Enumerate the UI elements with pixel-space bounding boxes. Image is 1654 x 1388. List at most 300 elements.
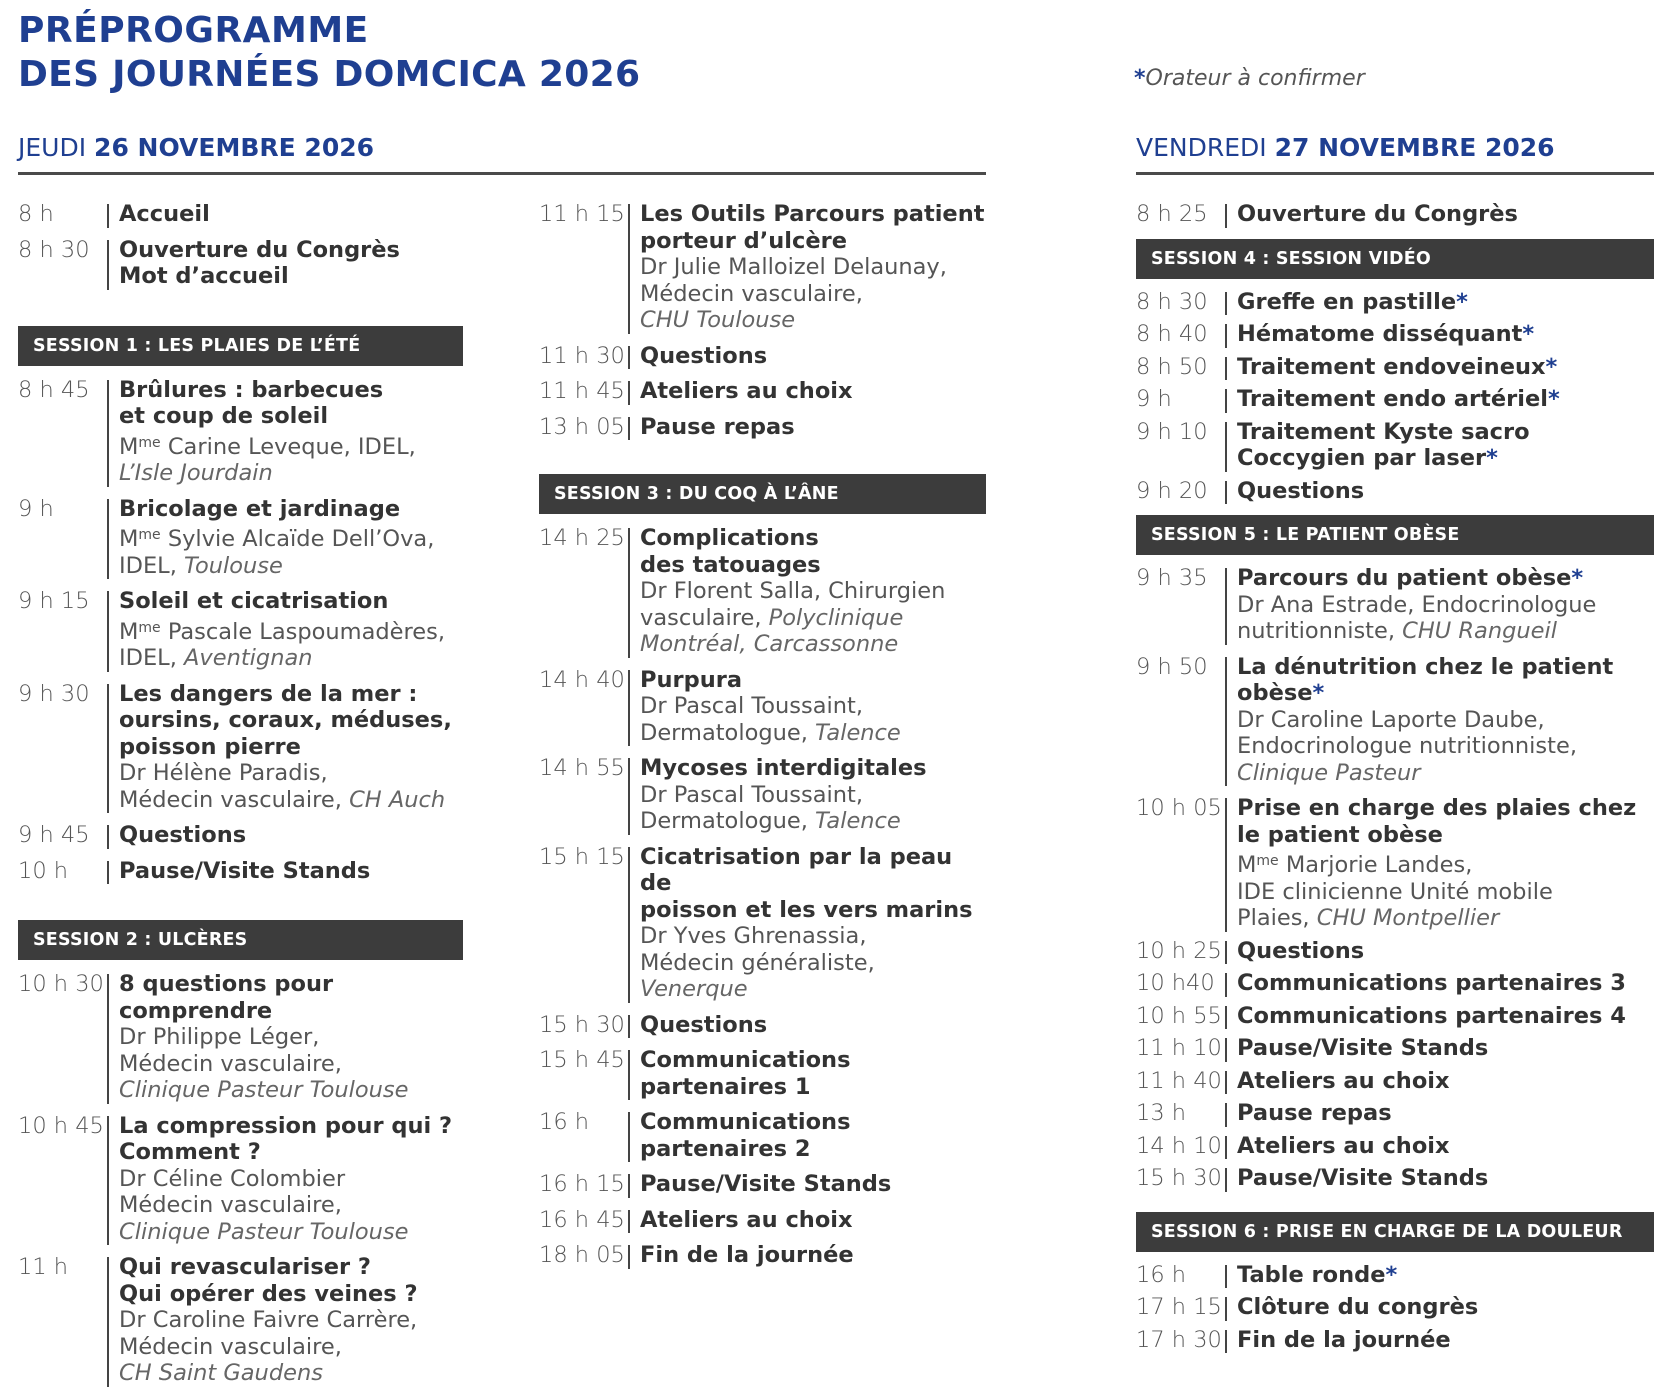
talk-title: Ateliers au choix	[640, 378, 853, 404]
entry	[628, 201, 986, 334]
role: IDEL,	[119, 552, 185, 579]
time: 15 h 45	[539, 1047, 625, 1073]
speaker-role	[119, 787, 463, 814]
time: 11 h 10	[1136, 1035, 1222, 1061]
schedule-row	[1136, 565, 1654, 645]
speaker-role: Médecin vasculaire,	[119, 1050, 342, 1077]
schedule-row	[1136, 478, 1654, 505]
time: 11 h 15	[539, 201, 625, 227]
talk-title: Complications	[640, 525, 819, 551]
talk-title: Pause/Visite Stands	[640, 1171, 892, 1197]
talk-title: Pause/Visite Stands	[1237, 1165, 1489, 1191]
time: 11 h	[18, 1254, 69, 1280]
day1-column-1	[18, 198, 463, 1387]
talk-title: poisson et les vers marins	[640, 896, 973, 923]
talk-title: Questions	[640, 342, 768, 369]
entry	[1225, 1067, 1654, 1095]
schedule-row	[539, 844, 986, 1003]
talk-title: partenaires 1	[640, 1073, 811, 1100]
time: 10 h 45	[18, 1112, 104, 1139]
talk-title: La compression pour qui ?	[119, 1112, 453, 1139]
time: 14 h 25	[539, 525, 625, 551]
place: Polyclinique	[768, 604, 904, 631]
schedule-row	[539, 1047, 986, 1100]
speaker-title: M	[1237, 852, 1257, 878]
place: Talence	[815, 719, 901, 746]
schedule-row	[539, 1171, 986, 1198]
entry	[107, 495, 463, 580]
talk-title: Communications	[640, 1047, 851, 1073]
entry	[1225, 565, 1654, 645]
speaker	[119, 615, 463, 646]
role: IDEL,	[119, 645, 185, 671]
day2-date: 27 NOVEMBRE 2026	[1274, 133, 1555, 162]
talk-title	[1237, 321, 1654, 348]
talk-title: 8 questions pour	[119, 971, 334, 997]
time: 11 h 45	[539, 378, 625, 404]
time: 9 h 10	[1136, 418, 1208, 445]
day2-column	[1136, 198, 1654, 1353]
day2-label: VENDREDI	[1136, 133, 1267, 162]
talk-title: Communications	[640, 1109, 851, 1135]
talk-title: Prise en charge des plaies chez	[1237, 795, 1637, 821]
time: 13 h	[1136, 1100, 1187, 1126]
place: Aventignan	[184, 645, 313, 671]
talk-title-text: Table ronde	[1237, 1261, 1386, 1288]
talk-title: Ouverture du Congrès	[119, 236, 400, 263]
talk-title: Ouverture du Congrès	[1237, 201, 1518, 227]
schedule-row	[1136, 419, 1654, 472]
talk-title: Communications partenaires 3	[1237, 970, 1626, 996]
time: 9 h 45	[18, 822, 90, 848]
session-band: SESSION 3 : DU COQ À L’ÂNE	[539, 474, 986, 514]
talk-title: des tatouages	[640, 551, 821, 578]
entry	[628, 1109, 986, 1162]
talk-title: Les Outils Parcours patient	[640, 201, 985, 227]
speaker-title-sup: me	[1256, 853, 1279, 869]
talk-title	[1237, 445, 1654, 472]
time: 9 h	[18, 495, 54, 522]
entry	[1225, 1261, 1654, 1289]
entry	[628, 525, 986, 658]
role: vasculaire,	[640, 604, 769, 631]
talk-title	[1237, 289, 1654, 316]
schedule-row	[1136, 938, 1654, 965]
schedule-row	[1136, 289, 1654, 316]
place: Venerque	[640, 976, 748, 1002]
schedule-row	[539, 1109, 986, 1162]
talk-title: Comment ?	[119, 1139, 261, 1165]
session-band: SESSION 2 : ULCÈRES	[18, 920, 463, 960]
note-star: *	[1134, 66, 1146, 91]
talk-title: Accueil	[119, 201, 210, 227]
speaker-tbc-star: *	[1545, 353, 1558, 380]
talk-title: Pause/Visite Stands	[1237, 1035, 1489, 1061]
speaker-role	[1237, 618, 1654, 645]
talk-title: Fin de la journée	[1237, 1326, 1451, 1353]
entry	[628, 666, 986, 747]
role: Dermatologue,	[640, 719, 816, 746]
schedule-row	[1136, 1035, 1654, 1062]
talk-title: le patient obèse	[1237, 821, 1443, 848]
place: Talence	[815, 808, 901, 834]
place: CHU Toulouse	[640, 307, 796, 333]
place: CHU Montpellier	[1316, 905, 1500, 931]
speaker-title: M	[119, 618, 139, 645]
talk-title: Pause repas	[1237, 1100, 1392, 1126]
time: 10 h	[18, 857, 69, 884]
entry	[1225, 1294, 1654, 1321]
role: Plaies,	[1237, 905, 1317, 931]
talk-title: Cicatrisation par la peau de	[640, 843, 953, 896]
speaker-role: Médecin vasculaire,	[119, 1192, 342, 1218]
schedule-row	[539, 525, 986, 658]
time: 17 h 15	[1136, 1294, 1222, 1320]
speaker: Dr Philippe Léger,	[119, 1024, 320, 1050]
talk-title-text: Hématome disséquant	[1237, 321, 1523, 347]
talk-title: Ateliers au choix	[1237, 1132, 1450, 1159]
speaker: Dr Florent Salla, Chirurgien	[640, 578, 946, 604]
entry	[1225, 1326, 1654, 1354]
entry	[628, 413, 986, 441]
speaker-tbc-star: *	[1312, 680, 1325, 706]
schedule-row	[18, 1113, 463, 1246]
talk-title: Purpura	[640, 666, 743, 693]
speaker-title-sup: me	[138, 527, 161, 543]
time: 11 h 30	[539, 342, 625, 369]
schedule-row	[1136, 321, 1654, 348]
schedule-row	[1136, 354, 1654, 381]
speaker: Dr Caroline Laporte Daube,	[1237, 706, 1545, 733]
day1-heading	[18, 133, 374, 162]
speaker-role: Médecin vasculaire,	[640, 280, 863, 307]
entry	[628, 1171, 986, 1198]
schedule-row	[539, 201, 986, 334]
place: Montréal, Carcassonne	[640, 631, 899, 657]
day1-date: 26 NOVEMBRE 2026	[94, 133, 375, 162]
talk-title: poisson pierre	[119, 733, 301, 760]
entry	[107, 822, 463, 849]
schedule-row	[1136, 1294, 1654, 1321]
schedule-row	[539, 378, 986, 405]
speaker-tbc-star: *	[1522, 321, 1535, 347]
speaker-role: Médecin généraliste,	[640, 949, 875, 976]
time: 9 h 20	[1136, 477, 1208, 504]
talk-title: partenaires 2	[640, 1135, 811, 1162]
speaker-role: IDE clinicienne Unité mobile	[1237, 878, 1553, 905]
talk-title	[1237, 680, 1654, 707]
talk-title: Ateliers au choix	[1237, 1067, 1450, 1094]
talk-title: Fin de la journée	[640, 1242, 854, 1268]
talk-title: porteur d’ulcère	[640, 227, 847, 254]
schedule-row	[1136, 386, 1654, 413]
time: 8 h	[18, 201, 54, 227]
time: 16 h 15	[539, 1171, 625, 1197]
entry	[628, 342, 986, 370]
time: 10 h40	[1136, 970, 1215, 996]
place: Clinique Pasteur	[1237, 759, 1421, 786]
entry	[1225, 1165, 1654, 1192]
place: L’Isle Jourdain	[119, 460, 273, 486]
talk-title: Brûlures : barbecues	[119, 376, 384, 403]
time: 9 h 35	[1136, 565, 1208, 591]
talk-title: oursins, coraux, méduses,	[119, 707, 452, 733]
entry	[1225, 386, 1654, 413]
talk-title: Questions	[640, 1011, 768, 1038]
session-band: SESSION 1 : LES PLAIES DE L’ÉTÉ	[18, 326, 463, 366]
time: 15 h 30	[539, 1011, 625, 1038]
session-band: SESSION 4 : SESSION VIDÉO	[1136, 239, 1654, 279]
speaker-tbc-star: *	[1547, 386, 1560, 412]
talk-title: Questions	[119, 822, 247, 848]
speaker: Dr Hélène Paradis,	[119, 760, 328, 786]
speaker-tbc-star: *	[1571, 565, 1584, 591]
speaker: Dr Pascal Toussaint,	[640, 781, 864, 808]
schedule-row	[1136, 654, 1654, 787]
speaker-name: Sylvie Alcaïde Dell’Ova,	[160, 526, 435, 552]
entry	[1225, 418, 1654, 472]
talk-title: Pause repas	[640, 413, 795, 440]
talk-title: comprendre	[119, 997, 273, 1024]
schedule-row	[1136, 1100, 1654, 1127]
speaker-tbc-star: *	[1456, 288, 1468, 315]
entry	[107, 201, 463, 228]
entry	[1225, 795, 1654, 932]
talk-title	[1237, 354, 1654, 381]
entry	[628, 755, 986, 835]
entry	[628, 1011, 986, 1039]
day1-column-2	[539, 198, 986, 1269]
day1-label: JEUDI	[18, 133, 87, 162]
time: 8 h 40	[1136, 321, 1208, 347]
note-text: Orateur à confirmer	[1145, 66, 1365, 91]
time: 14 h 55	[539, 755, 625, 781]
speaker-title: M	[119, 526, 139, 552]
speaker-role: Médecin vasculaire,	[119, 1333, 342, 1360]
speaker-role	[119, 553, 463, 580]
schedule-row	[18, 377, 463, 487]
schedule-row	[18, 496, 463, 580]
talk-title-text: Greffe en pastille	[1237, 288, 1457, 315]
schedule-row	[1136, 1068, 1654, 1095]
schedule-row	[1136, 1327, 1654, 1354]
speaker-role: Endocrinologue nutritionniste,	[1237, 733, 1577, 759]
place: CHU Rangueil	[1402, 618, 1557, 644]
schedule-row	[1136, 1003, 1654, 1030]
time: 8 h 50	[1136, 353, 1208, 380]
talk-title	[1237, 386, 1654, 413]
time: 9 h 50	[1136, 653, 1208, 680]
talk-title: Mycoses interdigitales	[640, 755, 927, 781]
schedule-row	[18, 1254, 463, 1387]
place: CH Auch	[349, 786, 446, 813]
entry	[628, 378, 986, 405]
time: 11 h 40	[1136, 1067, 1222, 1094]
talk-title: Traitement Kyste sacro	[1237, 418, 1530, 445]
talk-title: Questions	[1237, 937, 1365, 964]
schedule-row	[1136, 1133, 1654, 1160]
entry	[107, 1112, 463, 1246]
speaker-role	[1237, 905, 1654, 932]
time: 8 h 45	[18, 376, 90, 403]
entry	[1225, 353, 1654, 381]
schedule-row	[18, 822, 463, 849]
talk-title: Ateliers au choix	[640, 1206, 853, 1233]
speaker	[119, 522, 463, 553]
time: 17 h 30	[1136, 1326, 1222, 1353]
time: 9 h 15	[18, 588, 90, 614]
speaker-name: Pascale Laspoumadères,	[160, 618, 445, 645]
schedule-row	[18, 201, 463, 228]
schedule-row	[1136, 201, 1654, 228]
time: 14 h 40	[539, 666, 625, 693]
speaker: Dr Caroline Faivre Carrère,	[119, 1307, 418, 1333]
entry	[628, 843, 986, 1003]
schedule-row	[539, 343, 986, 370]
time: 18 h 05	[539, 1242, 625, 1268]
schedule-row	[18, 237, 463, 290]
talk-title: Mot d’accueil	[119, 263, 289, 289]
entry	[107, 588, 463, 672]
speaker-role	[640, 808, 986, 835]
role: Dermatologue,	[640, 808, 816, 834]
entry	[1225, 937, 1654, 965]
role: Médecin vasculaire,	[119, 786, 350, 813]
place: CH Saint Gaudens	[119, 1360, 323, 1386]
time: 16 h	[539, 1109, 590, 1135]
entry	[1225, 201, 1654, 228]
time: 16 h	[1136, 1261, 1187, 1288]
time: 10 h 55	[1136, 1002, 1222, 1029]
entry	[107, 971, 463, 1104]
speaker: Dr Ana Estrade, Endocrinologue	[1237, 591, 1597, 618]
speaker-name: Marjorie Landes,	[1278, 852, 1473, 878]
talk-title: Communications partenaires 4	[1237, 1002, 1626, 1029]
talk-title-text: Coccygien par laser	[1237, 445, 1487, 471]
entry	[1225, 653, 1654, 787]
entry	[1225, 1100, 1654, 1127]
entry	[1225, 1002, 1654, 1030]
talk-title-text: Parcours du patient obèse	[1237, 565, 1572, 591]
talk-title-text: Traitement endoveineux	[1237, 353, 1546, 380]
day1-rule	[18, 172, 986, 175]
speaker-role	[119, 645, 463, 672]
page-title-line2: DES JOURNÉES DOMCICA 2026	[18, 54, 641, 95]
speaker-role	[640, 720, 986, 747]
speaker: Dr Pascal Toussaint,	[640, 693, 864, 719]
schedule-row	[539, 414, 986, 441]
role: nutritionniste,	[1237, 618, 1403, 644]
entry	[107, 680, 463, 814]
time: 8 h 30	[1136, 288, 1208, 315]
speaker-tbc-star: *	[1486, 445, 1498, 471]
talk-title: Clôture du congrès	[1237, 1294, 1479, 1320]
speaker: Dr Yves Ghrenassia,	[640, 923, 867, 949]
talk-title	[1237, 1262, 1654, 1289]
schedule-row	[18, 588, 463, 672]
entry	[1225, 1035, 1654, 1062]
entry	[107, 236, 463, 290]
place: Clinique Pasteur Toulouse	[119, 1218, 409, 1245]
entry	[628, 1047, 986, 1100]
entry	[1225, 970, 1654, 997]
speaker-title-sup: me	[138, 434, 161, 451]
entry	[107, 1254, 463, 1387]
schedule-row	[539, 1242, 986, 1269]
entry	[1225, 477, 1654, 505]
schedule-row	[18, 858, 463, 885]
speaker-role	[640, 605, 986, 632]
time: 9 h 30	[18, 680, 90, 707]
entry	[107, 376, 463, 487]
time: 13 h 05	[539, 413, 625, 440]
talk-title: Questions	[1237, 477, 1365, 504]
talk-title	[1237, 565, 1654, 592]
time: 9 h	[1136, 386, 1172, 412]
time: 10 h 25	[1136, 937, 1222, 964]
speaker: Dr Céline Colombier	[119, 1165, 346, 1192]
schedule-row	[1136, 1165, 1654, 1192]
talk-title: Les dangers de la mer :	[119, 680, 418, 707]
talk-title: Pause/Visite Stands	[119, 857, 371, 884]
time: 10 h 05	[1136, 795, 1222, 821]
talk-title-text: Traitement endo artériel	[1237, 386, 1548, 412]
time: 10 h 30	[18, 971, 104, 997]
entry	[1225, 288, 1654, 316]
place: Clinique Pasteur Toulouse	[119, 1077, 409, 1103]
schedule-row	[1136, 970, 1654, 997]
entry	[1225, 1132, 1654, 1160]
speaker	[119, 430, 463, 461]
talk-title: Soleil et cicatrisation	[119, 588, 389, 614]
speaker	[1237, 848, 1654, 879]
speaker-tbc-star: *	[1385, 1261, 1398, 1288]
talk-title-text: obèse	[1237, 680, 1313, 706]
talk-title: Qui opérer des veines ?	[119, 1280, 418, 1307]
page-title-line1: PRÉPROGRAMME	[18, 10, 369, 51]
talk-title: Qui revasculariser ?	[119, 1254, 371, 1280]
speaker-name: Carine Leveque, IDEL,	[160, 433, 416, 460]
schedule-row	[18, 681, 463, 814]
entry	[107, 857, 463, 885]
time: 15 h 15	[539, 843, 625, 870]
talk-title: et coup de soleil	[119, 403, 329, 429]
speaker-title: M	[119, 433, 139, 460]
speaker: Dr Julie Malloizel Delaunay,	[640, 254, 947, 280]
schedule-row	[1136, 1262, 1654, 1289]
place: Toulouse	[184, 552, 283, 579]
time: 14 h 10	[1136, 1132, 1222, 1159]
entry	[1225, 321, 1654, 348]
day2-heading	[1136, 133, 1555, 162]
entry	[628, 1206, 986, 1234]
speaker-note	[1134, 66, 1365, 91]
session-band: SESSION 6 : PRISE EN CHARGE DE LA DOULEUR	[1136, 1212, 1654, 1252]
schedule-row	[539, 1012, 986, 1039]
time: 16 h 45	[539, 1206, 625, 1233]
time: 8 h 25	[1136, 201, 1208, 227]
schedule-row	[539, 755, 986, 835]
day2-rule	[1136, 172, 1654, 175]
time: 8 h 30	[18, 236, 90, 263]
schedule-row	[18, 971, 463, 1104]
talk-title: La dénutrition chez le patient	[1237, 653, 1614, 680]
entry	[628, 1242, 986, 1269]
time: 15 h 30	[1136, 1165, 1222, 1191]
talk-title: Bricolage et jardinage	[119, 495, 401, 522]
schedule-row	[539, 1207, 986, 1234]
schedule-row	[1136, 795, 1654, 932]
